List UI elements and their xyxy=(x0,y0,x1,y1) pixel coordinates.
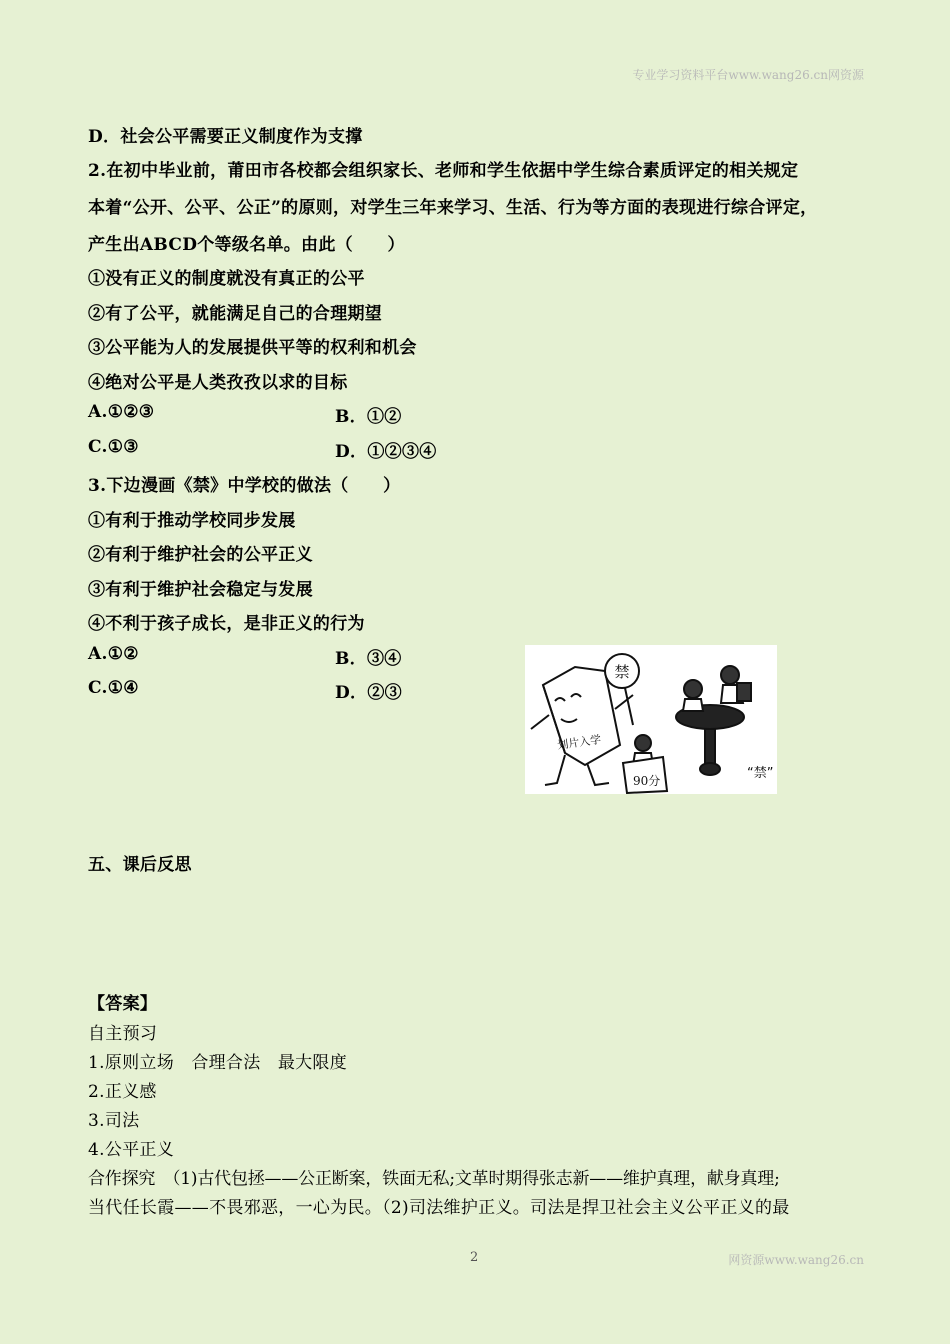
q2-option-b: B．①② xyxy=(335,407,402,427)
q3-option-c: C.①④ xyxy=(88,678,139,698)
answer-line-6: 当代任长霞——不畏邪恶，一心为民。（2)司法维护正义。司法是捍卫社会主义公平正义的最 xyxy=(88,1198,790,1218)
q3-item-3: ③有利于维护社会稳定与发展 xyxy=(88,580,313,600)
cartoon-caption: “禁” xyxy=(747,766,774,781)
cartoon-paper-text: 90分 xyxy=(633,774,661,788)
q3-item-4: ④不利于孩子成长，是非正义的行为 xyxy=(88,614,365,634)
q3-stem: 3.下边漫画《禁》中学校的做法（ ） xyxy=(88,476,401,496)
q2-stem-line3: 产生出ABCD个等级名单。由此（ ） xyxy=(88,235,405,255)
cartoon-image xyxy=(525,645,777,794)
answer-line-2: 2.正义感 xyxy=(88,1082,157,1102)
q3-option-a: A.①② xyxy=(88,644,139,664)
q3-item-2: ②有利于维护社会的公平正义 xyxy=(88,545,313,565)
answers-subheading: 自主预习 xyxy=(88,1024,158,1044)
q2-options-row1 xyxy=(88,402,402,427)
q3-item-1: ①有利于推动学校同步发展 xyxy=(88,511,296,531)
q2-option-d: D．①②③④ xyxy=(335,442,437,462)
answer-line-1: 1.原则立场 合理合法 最大限度 xyxy=(88,1053,348,1073)
q2-stem-line2: 本着“公开、公平、公正”的原则，对学生三年来学习、生活、行为等方面的表现进行综合评定， xyxy=(88,198,818,218)
cartoon-card-text: 划片入学 xyxy=(556,732,602,752)
cartoon-sign-text: 禁 xyxy=(614,663,630,681)
footer-watermark: 网资源www.wang26.cn xyxy=(728,1253,864,1267)
q2-stem-line1: 2.在初中毕业前，莆田市各校都会组织家长、老师和学生依据中学生综合素质评定的相关规定 xyxy=(88,161,799,181)
q2-item-2: ②有了公平，就能满足自己的合理期望 xyxy=(88,304,383,324)
cartoon-drawing xyxy=(525,645,777,794)
q2-item-1: ①没有正义的制度就没有真正的公平 xyxy=(88,269,365,289)
section5-title: 五、课后反思 xyxy=(88,855,192,875)
q3-option-d: D．②③ xyxy=(335,683,402,703)
q2-item-3: ③公平能为人的发展提供平等的权利和机会 xyxy=(88,338,417,358)
answer-line-4: 4.公平正义 xyxy=(88,1140,175,1160)
page-number: 2 xyxy=(470,1250,479,1265)
q3-option-b: B．③④ xyxy=(335,649,402,669)
q1-option-d: D．社会公平需要正义制度作为支撑 xyxy=(88,127,363,147)
header-watermark: 专业学习资料平台www.wang26.cn网资源 xyxy=(632,68,864,82)
q3-options-row2 xyxy=(88,678,402,703)
q2-options-row2 xyxy=(88,437,437,462)
answer-line-5: 合作探究 （1)古代包拯——公正断案，铁面无私;文革时期得张志新——维护真理，献身真理; xyxy=(88,1169,780,1189)
q2-option-c: C.①③ xyxy=(88,437,139,457)
answers-heading: 【答案】 xyxy=(88,994,158,1014)
q3-options-row1 xyxy=(88,644,402,669)
q2-item-4: ④绝对公平是人类孜孜以求的目标 xyxy=(88,373,348,393)
answer-line-3: 3.司法 xyxy=(88,1111,140,1131)
q2-option-a: A.①②③ xyxy=(88,402,155,422)
